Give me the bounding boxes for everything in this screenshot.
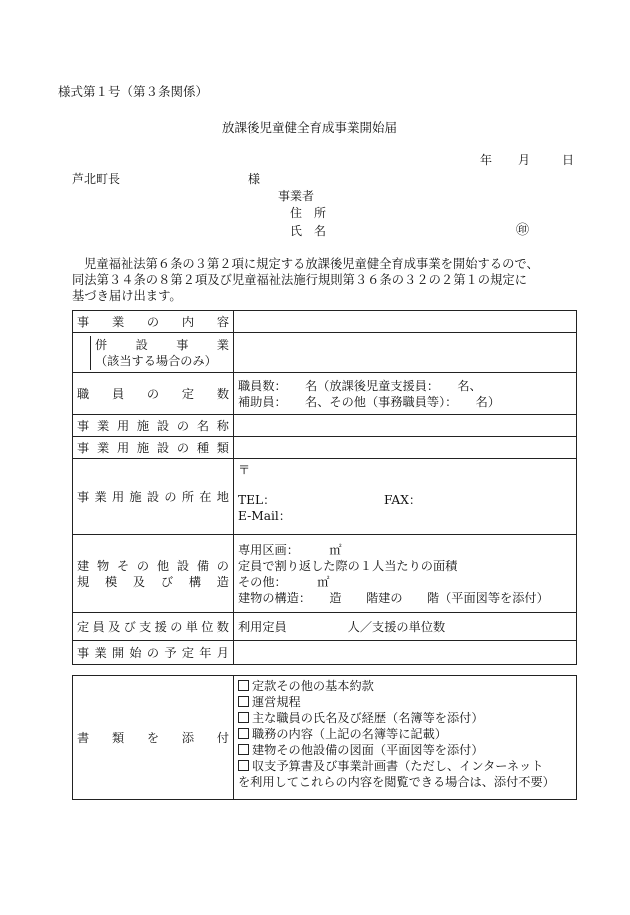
label-business-content (73, 311, 234, 333)
value-start-date[interactable] (234, 641, 577, 665)
tel-label: TEL： (238, 493, 276, 507)
attachment-text: 収支予算書及び事業計画書（ただし、インターネット (252, 759, 544, 773)
capacity-value: 利用定員 人／支援の単位数 (238, 619, 446, 634)
spaced-label: 事 業 用 施 設 の 所 在 地 (77, 489, 229, 504)
attachment-text: 職務の内容（上記の名簿等に記載） (252, 727, 447, 741)
operator-label: 事業者 (278, 189, 315, 203)
row-attachments (73, 676, 577, 800)
form-number: 様式第１号（第３条関係） (58, 84, 209, 99)
row-facility-name (73, 415, 577, 437)
row-business-content (73, 311, 577, 333)
attachment-item[interactable] (238, 710, 572, 726)
label-capacity (73, 613, 234, 641)
date-day-label: 日 (562, 153, 575, 167)
row-joint-business (73, 333, 577, 373)
email-label: E-Mail： (238, 509, 291, 523)
building-line: 建物の構造： 造 階建の 階（平面図等を添付） (238, 590, 549, 605)
attachment-text: 主な職員の氏名及び経歴（名簿等を添付） (252, 711, 484, 725)
row-capacity (73, 613, 577, 641)
spaced-label: 職 員 の 定 数 (77, 386, 229, 401)
attachment-text: 定款その他の基本約款 (252, 679, 374, 693)
spaced-label: 定 員 及 び 支 援 の 単 位 数 (77, 619, 229, 634)
postal-mark: 〒 (238, 463, 251, 477)
body-paragraph (72, 256, 578, 304)
body-line: 基づき届け出ます。 (72, 289, 182, 303)
value-building[interactable] (234, 535, 577, 613)
building-line: 定員で割り返した際の１人当たりの面積 (238, 558, 458, 573)
label-staff-quota (73, 373, 234, 415)
spaced-label: 事 業 用 施 設 の 種 類 (77, 440, 229, 455)
addressee: 芦北町長 (72, 172, 121, 186)
document-title: 放課後児童健全育成事業開始届 (222, 120, 398, 135)
attachment-continuation: を利用してこれらの内容を閲覧できる場合は、添付不要） (238, 775, 555, 789)
label-building (73, 535, 234, 613)
body-line: 同法第３４条の８第２項及び児童福祉法施行規則第３６条の３２の２第１の規定に (72, 273, 527, 287)
attachments-table (72, 675, 577, 800)
attachments-list (234, 676, 577, 800)
date-month-label: 月 (518, 153, 531, 167)
label-facility-name (73, 415, 234, 437)
row-facility-location (73, 459, 577, 535)
fax-label: FAX： (384, 493, 422, 507)
spaced-label: 事 業 開 始 の 予 定 年 月 (77, 645, 229, 660)
row-building (73, 535, 577, 613)
spaced-label: 併 設 事 業 (95, 337, 229, 352)
value-capacity[interactable] (234, 613, 577, 641)
checkbox[interactable] (238, 712, 249, 723)
value-joint-business[interactable] (234, 333, 577, 373)
checkbox[interactable] (238, 728, 249, 739)
building-line: その他： ㎡ (238, 574, 330, 589)
attachment-text: 建物その他設備の図面（平面図等を添付） (252, 743, 484, 757)
attachment-item[interactable] (238, 694, 572, 710)
row-staff-quota (73, 373, 577, 415)
address-label: 住 所 (290, 206, 327, 220)
checkbox[interactable] (238, 680, 249, 691)
spaced-label: 建 物 そ の 他 設 備 の (77, 558, 229, 573)
staff-line: 職員数： 名（放課後児童支援員： 名、 (238, 378, 482, 393)
spaced-label: 規 模 及 び 構 造 (77, 574, 229, 589)
body-line: 児童福祉法第６条の３第２項に規定する放課後児童健全育成事業を開始するので、 (84, 257, 539, 271)
value-business-content[interactable] (234, 311, 577, 333)
name-label: 氏 名 (290, 224, 327, 238)
staff-line: 補助員： 名、その他（事務職員等）： 名） (238, 394, 501, 409)
label-facility-location (73, 459, 234, 535)
attachment-text: 運営規程 (252, 695, 301, 709)
label-joint-business (73, 333, 234, 373)
label-facility-type (73, 437, 234, 459)
value-staff-quota[interactable] (234, 373, 577, 415)
notification-form-table (72, 310, 577, 665)
value-facility-type[interactable] (234, 437, 577, 459)
attachment-item[interactable] (238, 742, 572, 758)
label-attachments (73, 676, 234, 800)
seal-mark: ㊞ (516, 223, 530, 238)
checkbox[interactable] (238, 760, 249, 771)
joint-note: （該当する場合のみ） (95, 353, 217, 368)
date-year-label: 年 (480, 153, 493, 167)
attachment-item[interactable] (238, 758, 572, 774)
value-facility-location[interactable] (234, 459, 577, 535)
label-start-date (73, 641, 234, 665)
checkbox[interactable] (238, 744, 249, 755)
building-line: 専用区画： ㎡ (238, 542, 342, 557)
attachment-item[interactable] (238, 726, 572, 742)
honorific: 様 (248, 172, 261, 186)
spaced-label: 書 類 を 添 付 (77, 730, 229, 745)
row-facility-type (73, 437, 577, 459)
spaced-label: 事 業 用 施 設 の 名 称 (77, 418, 229, 433)
checkbox[interactable] (238, 696, 249, 707)
attachment-item[interactable] (238, 678, 572, 694)
row-start-date (73, 641, 577, 665)
value-facility-name[interactable] (234, 415, 577, 437)
spaced-label: 事 業 の 内 容 (77, 314, 229, 329)
